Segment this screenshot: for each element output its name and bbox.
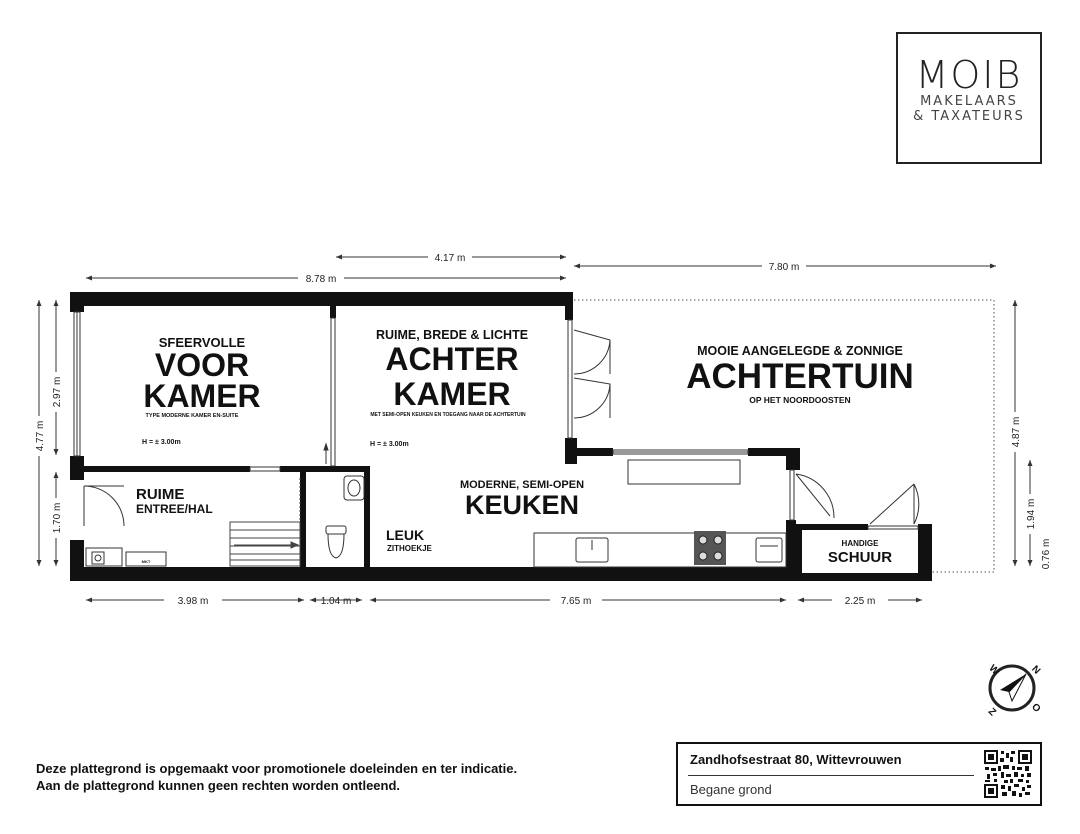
- keuken-pre: MODERNE, SEMI-OPEN: [459, 479, 585, 491]
- dim-bottom-keuken: 7.65 m: [560, 596, 592, 607]
- dim-right-schuur: 1.94 m: [1026, 498, 1037, 530]
- dim-bottom-hal: 3.98 m: [177, 596, 209, 607]
- achtertuin-sub: OP HET NOORDOOSTEN: [749, 395, 851, 405]
- room-achtertuin: [686, 344, 913, 405]
- schuur-pre: HANDIGE: [841, 539, 879, 548]
- logo-main-text: MOIB: [915, 53, 1023, 97]
- compass-n: N: [1029, 663, 1043, 677]
- achterkamer-sub: MET SEMI-OPEN KEUKEN EN TOEGANG NAAR DE ACHTERTUIN: [370, 412, 526, 418]
- compass-z: Z: [985, 706, 998, 719]
- address-block: [676, 742, 1042, 806]
- achterkamer-title-2: KAMER: [393, 376, 511, 412]
- compass-o: O: [1029, 701, 1043, 715]
- disclaimer: [36, 760, 517, 794]
- disclaimer-line-2: Aan de plattegrond kunnen geen rechten worden ontleend.: [36, 778, 401, 793]
- dim-bottom-schuur: 2.25 m: [844, 596, 876, 607]
- room-voorkamer: [142, 335, 261, 446]
- dim-left-hal: 1.70 m: [52, 502, 63, 534]
- room-achterkamer: [370, 328, 528, 448]
- dim-left-total: 4.77 m: [35, 420, 46, 452]
- meter-cupboard: [86, 548, 166, 566]
- dim-right-small: 0.76 m: [1041, 538, 1052, 570]
- zithoek-title: LEUK: [386, 527, 425, 543]
- dim-top-total: 8.78 m: [305, 274, 337, 285]
- dim-top-tuin: 7.80 m: [768, 262, 800, 273]
- room-entree: [136, 486, 213, 516]
- entree-title-2: ENTREE/HAL: [136, 502, 213, 516]
- logo-sub-line-1: MAKELAARS: [920, 94, 1018, 109]
- dim-top-achterkamer: 4.17 m: [434, 253, 466, 264]
- achtertuin-title: ACHTERTUIN: [686, 357, 914, 396]
- room-zithoek: [386, 527, 433, 553]
- dim-right-tuin: 4.87 m: [1011, 416, 1022, 448]
- voorkamer-sub: TYPE MODERNE KAMER EN-SUITE: [145, 413, 239, 419]
- schuur-title: SCHUUR: [827, 549, 893, 566]
- compass-icon: [986, 663, 1043, 718]
- address-street: Zandhofsestraat 80, Wittevrouwen: [690, 752, 902, 767]
- compass-w: W: [986, 663, 1001, 678]
- achterkamer-height: H = ± 3.00m: [370, 441, 409, 448]
- logo-sub-line-2: & TAXATEURS: [913, 109, 1025, 124]
- room-keuken: [460, 479, 584, 520]
- room-schuur: [828, 539, 892, 566]
- brand-logo: [896, 32, 1042, 164]
- stairs: [230, 478, 300, 566]
- voorkamer-pre: SFEERVOLLE: [158, 335, 246, 350]
- dim-bottom-toilet: 1.04 m: [320, 596, 352, 607]
- achtertuin-pre: MOOIE AANGELEGDE & ZONNIGE: [697, 344, 903, 358]
- zithoek-sub: ZITHOEKJE: [387, 544, 432, 553]
- achterkamer-pre: RUIME, BREDE & LICHTE: [375, 328, 529, 342]
- floor-name: Begane grond: [690, 782, 772, 797]
- disclaimer-line-1: Deze plattegrond is opgemaakt voor promotionele doeleinden en ter indicatie.: [36, 761, 518, 776]
- toilet: [326, 476, 364, 558]
- keuken-title: KEUKEN: [464, 490, 580, 520]
- achterkamer-title-1: ACHTER: [385, 341, 519, 377]
- entree-title-1: RUIME: [136, 486, 185, 503]
- address-divider: [688, 775, 974, 776]
- meter-label: MKT: [141, 559, 151, 564]
- voorkamer-title-2: KAMER: [143, 378, 261, 414]
- dim-left-voorkamer: 2.97 m: [52, 376, 63, 408]
- voorkamer-height: H = ± 3.00m: [142, 439, 181, 446]
- qr-code-icon[interactable]: [984, 750, 1032, 798]
- cooktop-icon: [694, 531, 726, 565]
- voorkamer-title-1: VOOR: [154, 347, 250, 383]
